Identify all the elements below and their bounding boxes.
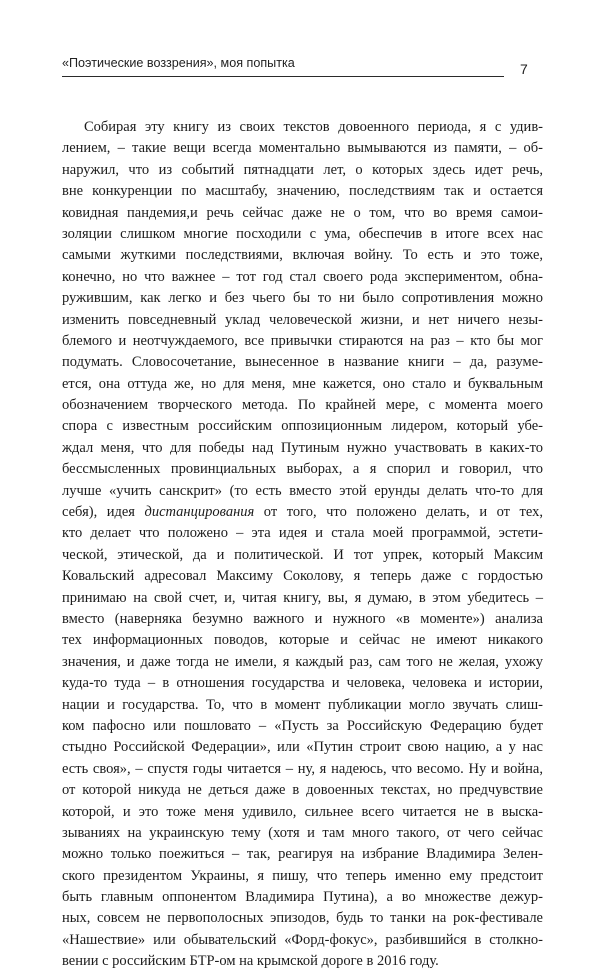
text-line	[62, 502, 543, 523]
text-line: изменить повседневный уклад человеческой жизни, и нет ничего незы-	[62, 311, 543, 328]
text-line: золяции слишком многие посходили с ума, обеспечив в итоге всех нас	[62, 225, 543, 242]
text-line: ского президентом Украины, я пишу, что теперь именно ему предстоит	[62, 867, 543, 884]
text-line: от которой никуда не деться даже в довоенных текстах, но предчувствие	[62, 782, 543, 799]
text-line: Собирая эту книгу из своих текстов довоенного периода, я с удив-	[84, 119, 543, 135]
text-line: ждал меня, что для победы над Путиным нужно участвовать в каких-то	[62, 439, 543, 456]
text-segment: себя), идея	[62, 504, 145, 521]
body-text	[62, 117, 543, 973]
text-line: можно только поежиться – так, реагируя на избрание Владимира Зелен-	[62, 846, 543, 863]
text-line: ных, совсем не первополосных эпизодов, будь то танки на рок-фестивале	[62, 910, 543, 927]
text-line: подумать. Словосочетание, вынесенное в название книги – да, разуме-	[62, 354, 543, 371]
text-line: значения, и даже тогда не имели, я каждый раз, сам того не желая, ухожу	[62, 653, 543, 670]
text-line: ческой, этической, да и политической. И тот упрек, который Максим	[62, 546, 543, 563]
text-line: вении с российским БТР-ом на крымской дороге в 2016 году.	[62, 953, 439, 970]
text-line: ружившим, как легко и без чьего бы то ни было сопротивления можно	[62, 290, 543, 307]
text-line: кто делает что положено – эта идея и стала моей программой, эстети-	[62, 525, 543, 542]
text-line: нации и государства. То, что в момент публикации могло звучать слиш-	[62, 696, 543, 713]
emphasized-word: дистанцирования	[144, 504, 255, 521]
text-line: ковидная пандемия,и речь сейчас даже не о том, что во время самои-	[62, 204, 543, 221]
text-line: ком пафосно или пошловато – «Пусть за Российскую Федерацию будет	[62, 717, 543, 734]
text-line: есть своя», – спустя годы читается – ну, я надеюсь, что весомо. Ну и война,	[62, 760, 543, 777]
running-header-title: «Поэтические воззрения», моя попытка	[62, 56, 295, 70]
text-line: обозначением творческого метода. По крайней мере, с момента моего	[62, 397, 543, 414]
text-line: лением, – такие вещи всегда моментально вымываются из памяти, – об-	[62, 140, 543, 157]
text-line: вне конкуренции по масштабу, значению, последствиям так и остается	[62, 183, 543, 200]
text-line: «Нашествие» или обывательский «Форд-фокус», разбившийся в столкно-	[62, 931, 543, 948]
text-line: тех информационных поводов, которые и сейчас не имеют никакого	[62, 632, 543, 649]
text-line: ется, она оттуда же, но для меня, мне кажется, оно стало и буквальным	[62, 375, 543, 392]
text-line: зываниях на украинскую тему (хотя и там много такого, от чего сейчас	[62, 824, 543, 841]
text-line: вместо (наверняка безумно важного и нужного «в моменте») анализа	[62, 610, 543, 627]
page-number: 7	[520, 61, 528, 77]
text-line: бессмысленных провинциальных выборах, а я спорил и говорил, что	[62, 461, 543, 478]
text-segment: от того, что положено делать, и от тех,	[254, 504, 544, 521]
text-line: которой, и это тоже меня удивило, сильнее всего читается не в выска-	[62, 803, 543, 820]
text-line: конечно, но что важнее – тот год стал своего рода экспериментом, обна-	[62, 268, 543, 285]
text-line: спора с известным российским оппозиционным лидером, который убе-	[62, 418, 543, 435]
text-line: Ковальский адресовал Максиму Соколову, я теперь даже с гордостью	[62, 568, 543, 585]
text-line: стыдно Российской Федерации», или «Путин строит свою нацию, а у нас	[62, 739, 543, 756]
text-line: быть главным оппонентом Владимира Путина), а во множестве дежур-	[62, 889, 543, 906]
text-line: блемого и неотчуждаемого, все привычки стираются на раз – кто бы мог	[62, 332, 543, 349]
text-line: принимаю на свой счет, и, читая книгу, вы, я думаю, в этом убедитесь –	[62, 589, 543, 606]
text-line: наружил, что из событий пятнадцати лет, о которых здесь идет речь,	[62, 161, 543, 178]
running-header	[62, 54, 504, 77]
text-line: куда-то туда – в отношения государства и человека, человека и истории,	[62, 675, 543, 692]
text-line: самыми жуткими последствиями, включая войну. То есть и это тоже,	[62, 247, 543, 264]
text-line: лучше «учить санскрит» (то есть вместо этой ерунды делать что-то для	[62, 482, 543, 499]
